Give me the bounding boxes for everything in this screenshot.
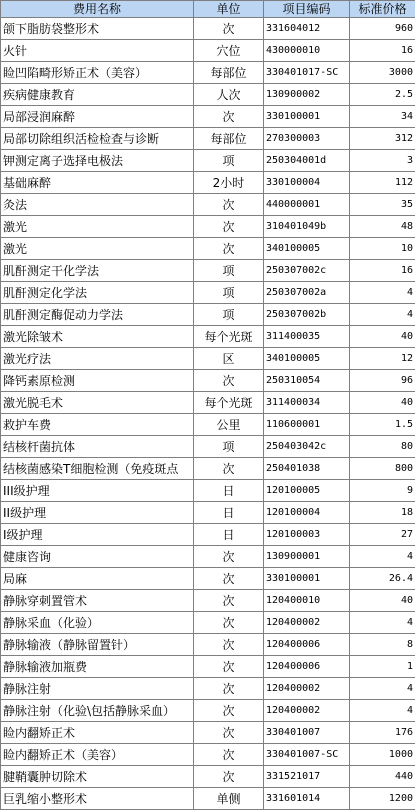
code-cell: 340100005 [264, 238, 350, 260]
price-cell: 800 [350, 458, 415, 480]
table-row [1, 502, 415, 524]
table-row [1, 524, 415, 546]
price-cell: 10 [350, 238, 415, 260]
price-cell: 312 [350, 128, 415, 150]
fee-name-cell: I级护理 [1, 524, 194, 546]
unit-cell: 项 [194, 150, 264, 172]
table-row [1, 172, 415, 194]
unit-cell: 次 [194, 568, 264, 590]
fee-name-cell: III级护理 [1, 480, 194, 502]
table-row [1, 568, 415, 590]
code-cell: 430000010 [264, 40, 350, 62]
code-cell: 130900002 [264, 84, 350, 106]
fee-name-cell: 静脉穿刺置管术 [1, 590, 194, 612]
fee-name-cell: 结核菌感染T细胞检测（免疫斑点 [1, 458, 194, 480]
code-cell: 330100004 [264, 172, 350, 194]
price-cell: 96 [350, 370, 415, 392]
price-cell: 3000 [350, 62, 415, 84]
price-cell: 4 [350, 612, 415, 634]
price-cell: 112 [350, 172, 415, 194]
code-cell: 250307002a [264, 282, 350, 304]
price-cell: 40 [350, 392, 415, 414]
unit-cell: 次 [194, 216, 264, 238]
price-cell: 34 [350, 106, 415, 128]
unit-cell: 次 [194, 700, 264, 722]
code-cell: 120100003 [264, 524, 350, 546]
table-row [1, 414, 415, 436]
unit-cell: 次 [194, 744, 264, 766]
unit-cell: 日 [194, 524, 264, 546]
code-cell: 250403042c [264, 436, 350, 458]
price-cell: 80 [350, 436, 415, 458]
unit-cell: 次 [194, 106, 264, 128]
code-cell: 120100004 [264, 502, 350, 524]
unit-cell: 次 [194, 546, 264, 568]
table-row [1, 106, 415, 128]
code-cell: 331604012 [264, 18, 350, 40]
table-row [1, 216, 415, 238]
code-cell: 330100001 [264, 568, 350, 590]
price-cell: 16 [350, 260, 415, 282]
fee-name-cell: 肌酐测定干化学法 [1, 260, 194, 282]
table-row [1, 194, 415, 216]
code-cell: 130900001 [264, 546, 350, 568]
table-row [1, 656, 415, 678]
table-row [1, 766, 415, 788]
unit-cell: 次 [194, 458, 264, 480]
unit-cell: 次 [194, 722, 264, 744]
fee-name-cell: 健康咨询 [1, 546, 194, 568]
price-cell: 12 [350, 348, 415, 370]
code-cell: 120400010 [264, 590, 350, 612]
table-row [1, 150, 415, 172]
table-row [1, 18, 415, 40]
fee-name-cell: 静脉采血（化验） [1, 612, 194, 634]
table-row [1, 370, 415, 392]
price-cell: 16 [350, 40, 415, 62]
price-cell: 4 [350, 678, 415, 700]
fee-name-cell: 局部切除组织活检检查与诊断 [1, 128, 194, 150]
price-cell: 4 [350, 304, 415, 326]
unit-cell: 穴位 [194, 40, 264, 62]
unit-cell: 每个光斑 [194, 326, 264, 348]
code-cell: 120100005 [264, 480, 350, 502]
fee-name-cell: 睑凹陷畸形矫正术（美容） [1, 62, 194, 84]
fee-name-cell: 静脉注射（化验\包括静脉采血） [1, 700, 194, 722]
unit-cell: 2小时 [194, 172, 264, 194]
code-cell: 311400035 [264, 326, 350, 348]
table-row [1, 40, 415, 62]
fee-name-cell: 静脉输液（静脉留置针） [1, 634, 194, 656]
code-cell: 110600001 [264, 414, 350, 436]
unit-cell: 人次 [194, 84, 264, 106]
header-row [1, 1, 415, 18]
code-cell: 120400002 [264, 612, 350, 634]
code-cell: 250307002c [264, 260, 350, 282]
code-cell: 250307002b [264, 304, 350, 326]
fee-name-cell: 疾病健康教育 [1, 84, 194, 106]
fee-name-cell: 降钙素原检测 [1, 370, 194, 392]
fee-name-cell: 肌酐测定酶促动力学法 [1, 304, 194, 326]
fee-name-cell: II级护理 [1, 502, 194, 524]
code-cell: 250304001d [264, 150, 350, 172]
price-cell: 18 [350, 502, 415, 524]
code-cell: 120400002 [264, 700, 350, 722]
table-row [1, 722, 415, 744]
code-cell: 311400034 [264, 392, 350, 414]
fee-name-cell: 激光脱毛术 [1, 392, 194, 414]
price-cell: 1000 [350, 744, 415, 766]
table-row [1, 480, 415, 502]
table-row [1, 304, 415, 326]
unit-cell: 日 [194, 480, 264, 502]
price-cell: 2.5 [350, 84, 415, 106]
code-cell: 120400006 [264, 656, 350, 678]
fee-name-cell: 激光除皱术 [1, 326, 194, 348]
code-cell: 120400002 [264, 678, 350, 700]
price-cell: 4 [350, 546, 415, 568]
code-cell: 120400006 [264, 634, 350, 656]
unit-cell: 项 [194, 260, 264, 282]
table-row [1, 62, 415, 84]
unit-cell: 项 [194, 282, 264, 304]
unit-cell: 次 [194, 678, 264, 700]
fee-name-cell: 睑内翻矫正术 [1, 722, 194, 744]
table-row [1, 546, 415, 568]
unit-cell: 日 [194, 502, 264, 524]
code-cell: 330401007-SC [264, 744, 350, 766]
table-row [1, 678, 415, 700]
fee-name-cell: 睑内翻矫正术（美容） [1, 744, 194, 766]
table-row [1, 590, 415, 612]
header-name: 费用名称 [1, 1, 194, 18]
price-cell: 1.5 [350, 414, 415, 436]
table-row [1, 612, 415, 634]
unit-cell: 项 [194, 436, 264, 458]
price-cell: 4 [350, 282, 415, 304]
price-cell: 40 [350, 590, 415, 612]
code-cell: 250310054 [264, 370, 350, 392]
fee-name-cell: 激光 [1, 216, 194, 238]
table-row [1, 84, 415, 106]
unit-cell: 次 [194, 634, 264, 656]
fee-name-cell: 救护车费 [1, 414, 194, 436]
unit-cell: 项 [194, 304, 264, 326]
price-cell: 26.4 [350, 568, 415, 590]
price-cell: 440 [350, 766, 415, 788]
code-cell: 330100001 [264, 106, 350, 128]
price-cell: 35 [350, 194, 415, 216]
price-cell: 960 [350, 18, 415, 40]
fee-name-cell: 巨乳缩小整形术 [1, 788, 194, 810]
table-row [1, 788, 415, 810]
price-cell: 1200 [350, 788, 415, 810]
code-cell: 440000001 [264, 194, 350, 216]
unit-cell: 次 [194, 18, 264, 40]
table-row [1, 128, 415, 150]
unit-cell: 公里 [194, 414, 264, 436]
code-cell: 270300003 [264, 128, 350, 150]
code-cell: 331521017 [264, 766, 350, 788]
code-cell: 330401007 [264, 722, 350, 744]
price-cell: 9 [350, 480, 415, 502]
table-body [1, 18, 415, 810]
unit-cell: 次 [194, 194, 264, 216]
code-cell: 250401038 [264, 458, 350, 480]
code-cell: 330401017-SC [264, 62, 350, 84]
table-row [1, 326, 415, 348]
unit-cell: 每部位 [194, 62, 264, 84]
table-row [1, 282, 415, 304]
unit-cell: 次 [194, 656, 264, 678]
table-row [1, 634, 415, 656]
fee-name-cell: 钾测定离子选择电极法 [1, 150, 194, 172]
fee-name-cell: 局部浸润麻醉 [1, 106, 194, 128]
table-row [1, 392, 415, 414]
table-row [1, 348, 415, 370]
table-row [1, 458, 415, 480]
price-cell: 3 [350, 150, 415, 172]
table-row [1, 744, 415, 766]
unit-cell: 单侧 [194, 788, 264, 810]
header-code: 项目编码 [264, 1, 350, 18]
fee-name-cell: 局麻 [1, 568, 194, 590]
unit-cell: 次 [194, 612, 264, 634]
unit-cell: 次 [194, 370, 264, 392]
fee-name-cell: 腱鞘囊肿切除术 [1, 766, 194, 788]
price-cell: 27 [350, 524, 415, 546]
code-cell: 310401049b [264, 216, 350, 238]
table-row [1, 238, 415, 260]
fee-name-cell: 激光疗法 [1, 348, 194, 370]
price-cell: 4 [350, 700, 415, 722]
fee-name-cell: 激光 [1, 238, 194, 260]
price-cell: 176 [350, 722, 415, 744]
header-price: 标准价格 [350, 1, 415, 18]
table-row [1, 700, 415, 722]
unit-cell: 次 [194, 590, 264, 612]
fee-name-cell: 肌酐测定化学法 [1, 282, 194, 304]
price-cell: 48 [350, 216, 415, 238]
table-row [1, 436, 415, 458]
code-cell: 331601014 [264, 788, 350, 810]
unit-cell: 每个光斑 [194, 392, 264, 414]
price-cell: 40 [350, 326, 415, 348]
code-cell: 340100005 [264, 348, 350, 370]
fee-name-cell: 结核杆菌抗体 [1, 436, 194, 458]
unit-cell: 次 [194, 238, 264, 260]
price-cell: 8 [350, 634, 415, 656]
table-row [1, 260, 415, 282]
price-cell: 1 [350, 656, 415, 678]
fee-name-cell: 静脉输液加瓶费 [1, 656, 194, 678]
unit-cell: 每部位 [194, 128, 264, 150]
unit-cell: 次 [194, 766, 264, 788]
fee-name-cell: 基础麻醉 [1, 172, 194, 194]
fee-name-cell: 静脉注射 [1, 678, 194, 700]
fee-name-cell: 火针 [1, 40, 194, 62]
fee-name-cell: 颌下脂肪袋整形术 [1, 18, 194, 40]
header-unit: 单位 [194, 1, 264, 18]
fee-name-cell: 灸法 [1, 194, 194, 216]
unit-cell: 区 [194, 348, 264, 370]
